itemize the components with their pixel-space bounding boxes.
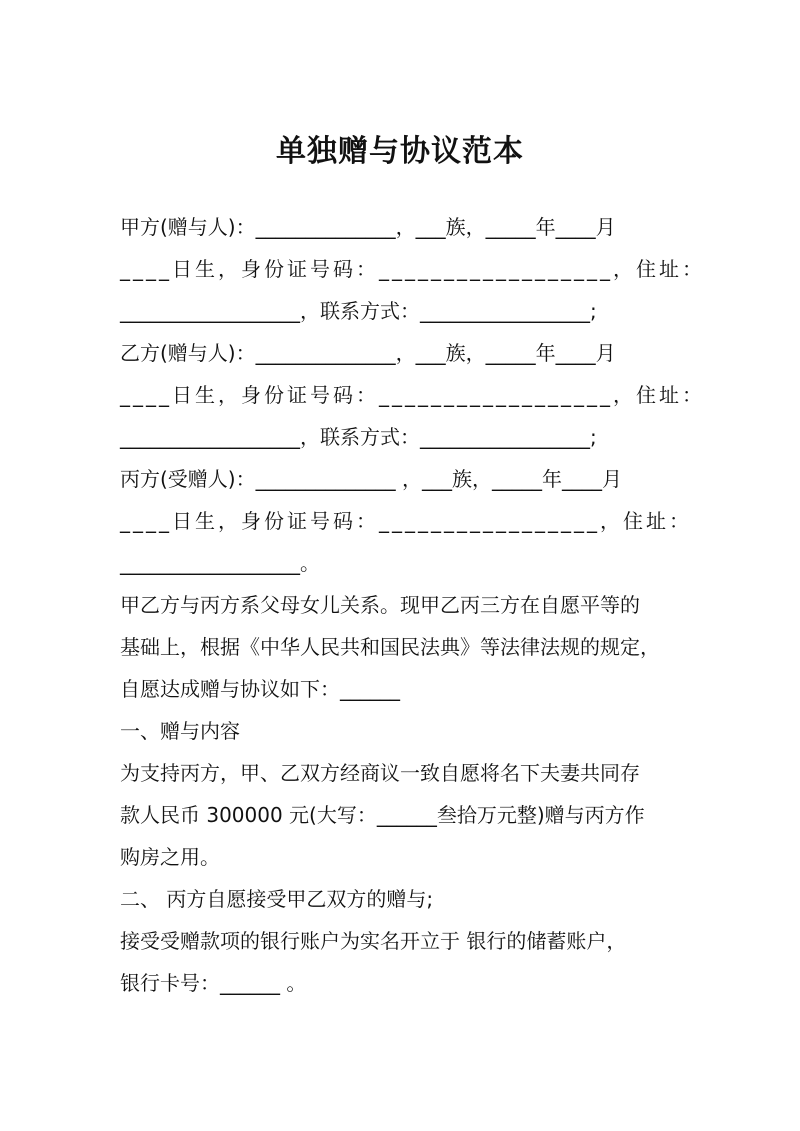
party-a-line-1: 甲方(赠与人)：______________，___族，_____年____月 [120, 215, 616, 239]
section-heading-acceptance: 二、 丙方自愿接受甲乙双方的赠与; [120, 887, 434, 911]
party-a-line-2: ____日生，身份证号码：__________________，住址： [120, 257, 705, 281]
section-heading-gift-content: 一、赠与内容 [120, 719, 240, 743]
relationship-paragraph-line-2: 基础上，根据《中华人民共和国民法典》等法律法规的规定， [120, 635, 660, 659]
party-b-line-2: ____日生，身份证号码：__________________，住址： [120, 383, 705, 407]
bank-account-line-2: 银行卡号：______ 。 [120, 971, 307, 995]
party-c-line-2: ____日生，身份证号码：_________________，住址： [120, 509, 692, 533]
bank-account-line-1: 接受受赠款项的银行账户为实名开立于 银行的储蓄账户， [120, 929, 627, 953]
document-title: 单独赠与协议范本 [276, 134, 524, 169]
gift-content-line-1: 为支持丙方，甲、乙双方经商议一致自愿将名下夫妻共同存 [120, 761, 640, 785]
party-a-line-3: __________________，联系方式：_________________; [120, 299, 597, 323]
party-b-line-3: __________________，联系方式：_________________; [120, 425, 597, 449]
gift-content-line-2: 款人民币 300000 元(大写：______叁拾万元整)赠与丙方作 [120, 803, 645, 827]
party-c-line-1: 丙方(受赠人)：______________ ，___族，_____年____月 [120, 467, 622, 491]
gift-content-line-3: 购房之用。 [120, 845, 220, 869]
relationship-paragraph-line-3: 自愿达成赠与协议如下：______ [120, 677, 400, 701]
relationship-paragraph-line-1: 甲乙方与丙方系父母女儿关系。现甲乙丙三方在自愿平等的 [120, 593, 640, 617]
party-b-line-1: 乙方(赠与人)：______________，___族，_____年____月 [120, 341, 616, 365]
party-c-line-3: __________________。 [120, 551, 320, 575]
